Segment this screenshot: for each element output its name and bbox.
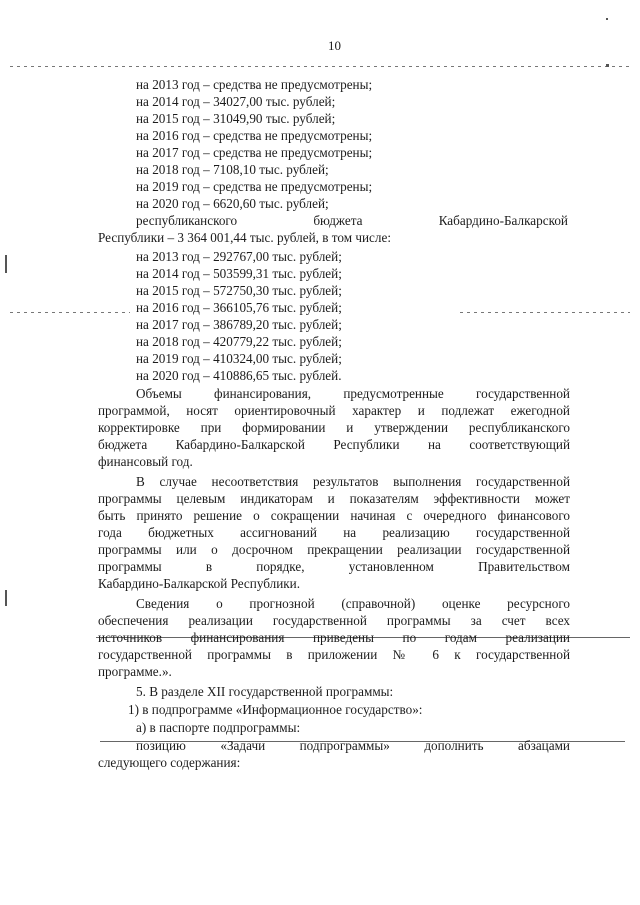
paragraph-word: в <box>205 559 213 574</box>
funding-year-line: на 2020 год – 410886,65 тыс. рублей. <box>136 368 342 383</box>
funding-year-line: на 2019 год – 410324,00 тыс. рублей; <box>136 351 342 366</box>
paragraph-line: государственной программы в приложении № 6 к государственной <box>98 647 570 662</box>
section-item-line: следующего содержания: <box>98 755 241 770</box>
scan-artifact-line <box>606 18 608 20</box>
item-word: дополнить <box>424 738 484 753</box>
funding-year-line: на 2014 год – 503599,31 тыс. рублей; <box>136 266 342 281</box>
paragraph-line: программы или о досрочном прекращении реализации государственной <box>98 542 570 557</box>
funding-year-line: на 2017 год – 386789,20 тыс. рублей; <box>136 317 342 332</box>
funding-year-line: на 2013 год – 292767,00 тыс. рублей; <box>136 249 342 264</box>
funding-year-line: на 2015 год – 572750,30 тыс. рублей; <box>136 283 342 298</box>
scan-artifact-line <box>606 64 609 67</box>
scan-artifact-line <box>5 590 7 606</box>
section-item-line: 1) в подпрограмме «Информационное государство»: <box>128 702 423 717</box>
funding-year-line: на 2014 год – 34027,00 тыс. рублей; <box>136 94 336 109</box>
paragraph-line: программе.». <box>98 664 172 679</box>
budget-heading-line <box>136 212 568 229</box>
scan-artifact-line <box>5 255 7 273</box>
paragraph-line: быть принято решение о сокращении начиная с очередного финансового <box>98 508 570 523</box>
funding-year-line: на 2018 год – 420779,22 тыс. рублей; <box>136 334 342 349</box>
scan-artifact-line <box>460 312 630 313</box>
paragraph-line: Кабардино-Балкарской Республики. <box>98 576 301 591</box>
budget-total-line: Республики – 3 364 001,44 тыс. рублей, в том числе: <box>98 230 391 245</box>
paragraph-line: корректировке при формировании и утверждении республиканского <box>98 420 570 435</box>
paragraph-line: обеспечения реализации государственной программы за счет всех <box>98 613 570 628</box>
funding-year-line: на 2020 год – 6620,60 тыс. рублей; <box>136 196 329 211</box>
paragraph-line: финансовый год. <box>98 454 193 469</box>
funding-year-line: на 2013 год – средства не предусмотрены; <box>136 77 373 92</box>
paragraph-word: установленном <box>348 559 434 574</box>
section-item-line: 5. В разделе XII государственной программы: <box>136 684 394 699</box>
paragraph-line <box>98 558 570 575</box>
paragraph-line: бюджета Кабардино-Балкарской Республики на соответствующий <box>98 437 570 452</box>
section-item-line: а) в паспорте подпрограммы: <box>136 720 301 735</box>
item-word: подпрограммы» <box>299 738 390 753</box>
paragraph-line: программы целевым индикаторам и показателям эффективности может <box>98 491 570 506</box>
funding-year-line: на 2017 год – средства не предусмотрены; <box>136 145 373 160</box>
funding-year-line: на 2016 год – 366105,76 тыс. рублей; <box>136 300 342 315</box>
paragraph-word: порядке, <box>256 559 305 574</box>
paragraph-word: программы <box>98 559 162 574</box>
budget-word: Кабардино-Балкарской <box>438 213 568 228</box>
budget-word: республиканского <box>136 213 238 228</box>
item-word: абзацами <box>518 738 570 753</box>
scan-artifact-line <box>10 312 130 313</box>
paragraph-line: В случае несоответствия результатов выполнения государственной <box>136 474 570 489</box>
item-word: «Задачи <box>220 738 266 753</box>
paragraph-word: Правительством <box>478 559 570 574</box>
funding-year-line: на 2018 год – 7108,10 тыс. рублей; <box>136 162 329 177</box>
funding-year-line: на 2019 год – средства не предусмотрены; <box>136 179 373 194</box>
paragraph-line: источников финансирования приведены по годам реализации <box>98 630 570 645</box>
scan-artifact-line <box>10 66 630 67</box>
item-word: позицию <box>136 738 186 753</box>
funding-year-line: на 2015 год – 31049,90 тыс. рублей; <box>136 111 336 126</box>
paragraph-line: программой, носят ориентировочный характер и подлежат ежегодной <box>98 403 570 418</box>
funding-year-line: на 2016 год – средства не предусмотрены; <box>136 128 373 143</box>
section-item-line <box>136 737 570 754</box>
paragraph-line: Объемы финансирования, предусмотренные государственной <box>136 386 570 401</box>
paragraph-line: Сведения о прогнозной (справочной) оценке ресурсного <box>136 596 570 611</box>
page-number: 10 <box>328 38 341 53</box>
budget-word: бюджета <box>313 213 363 228</box>
paragraph-line: года бюджетных ассигнований на реализацию государственной <box>98 525 570 540</box>
